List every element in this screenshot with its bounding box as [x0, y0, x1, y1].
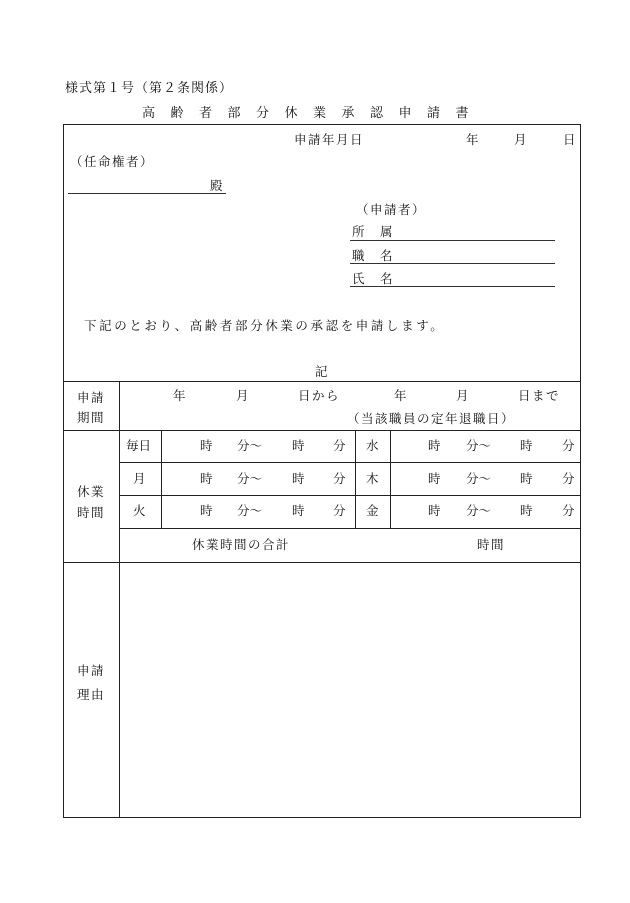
divider-hours-top	[63, 430, 581, 431]
hour-unit[interactable]: 時	[520, 438, 533, 453]
hours-label-line1: 休業	[77, 484, 106, 499]
period-end-year[interactable]: 年	[394, 388, 407, 403]
name-label-b: 名	[380, 271, 393, 286]
minute-unit[interactable]: 分	[562, 471, 575, 486]
total-hours-label: 休業時間の合計	[192, 537, 291, 552]
minute-from-unit[interactable]: 分～	[466, 503, 492, 518]
day-label-friday: 金	[366, 503, 379, 518]
day-label-tuesday: 火	[133, 503, 146, 518]
hour-unit[interactable]: 時	[428, 503, 441, 518]
period-start-year[interactable]: 年	[173, 388, 186, 403]
appointer-label: （任命権者）	[70, 154, 155, 169]
period-start-month[interactable]: 月	[236, 388, 249, 403]
reason-label-line2: 理由	[77, 687, 106, 702]
form-number: 様式第１号（第２条関係）	[65, 81, 234, 96]
minute-from-unit[interactable]: 分～	[237, 438, 263, 453]
hour-unit[interactable]: 時	[428, 471, 441, 486]
period-label-line2: 期間	[77, 410, 106, 425]
minute-from-unit[interactable]: 分～	[466, 438, 492, 453]
divider-period-top	[63, 381, 581, 382]
divider-row-3	[119, 528, 581, 529]
period-end-day[interactable]: 日まで	[518, 388, 561, 403]
period-label-line1: 申請	[77, 390, 106, 405]
day-unit: 日	[563, 132, 576, 147]
divider-row-2	[119, 495, 581, 496]
minute-from-unit[interactable]: 分～	[466, 471, 492, 486]
ki-label: 記	[315, 364, 328, 379]
period-end-month[interactable]: 月	[456, 388, 469, 403]
day-label-everyday: 毎日	[126, 438, 152, 453]
minute-unit[interactable]: 分	[562, 503, 575, 518]
position-field[interactable]	[350, 263, 555, 264]
month-unit: 月	[514, 132, 527, 147]
period-note: （当該職員の定年退職日）	[347, 411, 516, 426]
name-field[interactable]	[350, 286, 555, 287]
reason-label-line1: 申請	[77, 663, 106, 678]
hour-unit[interactable]: 時	[200, 438, 213, 453]
hour-unit[interactable]: 時	[292, 438, 305, 453]
minute-unit[interactable]: 分	[333, 438, 346, 453]
reason-text-area[interactable]	[120, 563, 580, 817]
honorific: 殿	[210, 178, 223, 193]
day-label-monday: 月	[133, 471, 146, 486]
application-date-label: 申請年月日	[294, 132, 365, 147]
document-title: 高齢者部分休業承認申請書	[142, 106, 485, 121]
appointer-name-field[interactable]	[68, 193, 226, 194]
affiliation-label-a: 所	[352, 224, 365, 239]
position-label-a: 職	[352, 248, 365, 263]
year-unit: 年	[466, 132, 479, 147]
position-label-b: 名	[380, 248, 393, 263]
minute-from-unit[interactable]: 分～	[237, 471, 263, 486]
affiliation-field[interactable]	[350, 240, 555, 241]
name-label-a: 氏	[352, 271, 365, 286]
minute-unit[interactable]: 分	[333, 471, 346, 486]
day-label-wednesday: 水	[366, 438, 379, 453]
hour-unit[interactable]: 時	[292, 471, 305, 486]
minute-unit[interactable]: 分	[333, 503, 346, 518]
period-start-day[interactable]: 日から	[298, 388, 341, 403]
minute-unit[interactable]: 分	[562, 438, 575, 453]
center-column-divider-right	[390, 430, 391, 528]
minute-from-unit[interactable]: 分～	[237, 503, 263, 518]
divider-row-1	[119, 462, 581, 463]
affiliation-label-b: 属	[380, 224, 393, 239]
center-column-divider-left	[355, 430, 356, 528]
hours-label-line2: 時間	[77, 505, 106, 520]
hour-unit[interactable]: 時	[428, 438, 441, 453]
day-column-divider-left	[161, 430, 162, 528]
total-hours-unit[interactable]: 時間	[477, 537, 506, 552]
hour-unit[interactable]: 時	[200, 503, 213, 518]
hour-unit[interactable]: 時	[520, 471, 533, 486]
day-label-thursday: 木	[366, 471, 379, 486]
hour-unit[interactable]: 時	[292, 503, 305, 518]
applicant-label: （申請者）	[356, 202, 427, 217]
hour-unit[interactable]: 時	[520, 503, 533, 518]
hour-unit[interactable]: 時	[200, 471, 213, 486]
body-text: 下記のとおり、高齢者部分休業の承認を申請します。	[84, 318, 446, 333]
